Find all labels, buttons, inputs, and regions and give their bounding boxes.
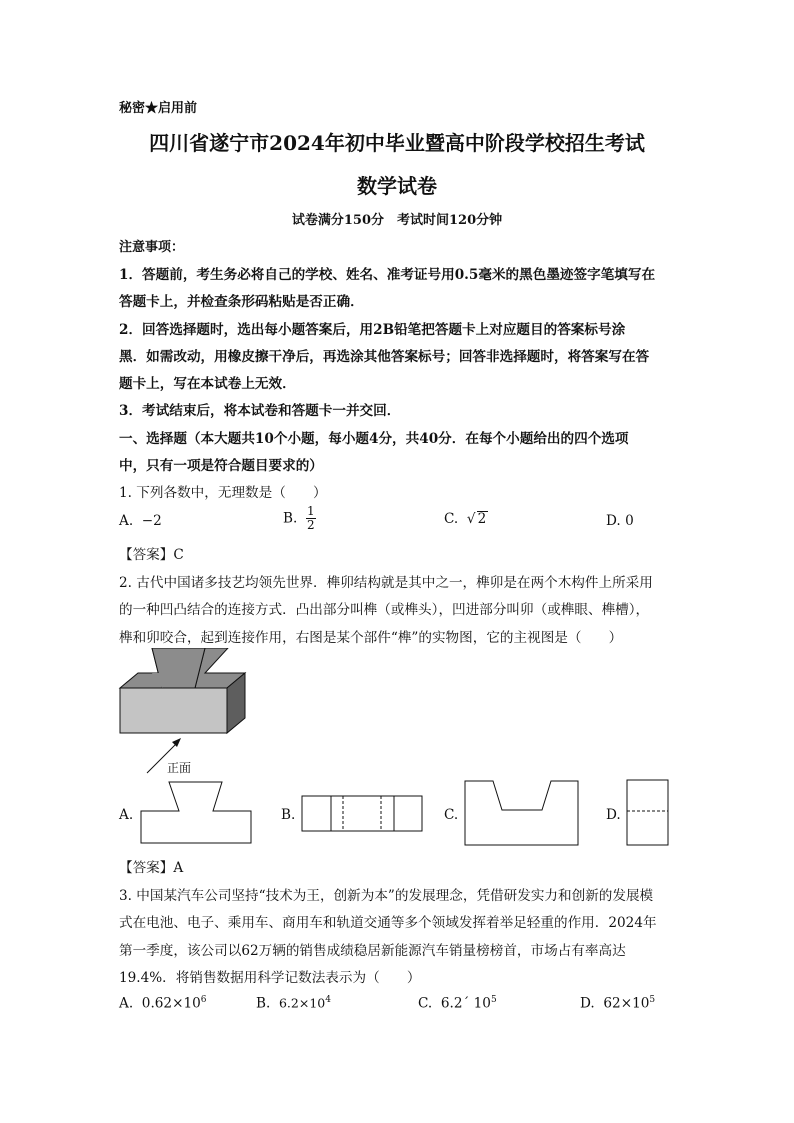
q2-line-2: 的一种凹凸结合的连接方式．凸出部分叫榫（或榫头），凹进部分叫卯（或榫眼、榫槽）， [119, 602, 650, 618]
q2-option-d-figure[interactable] [626, 779, 670, 847]
q2-option-a-label[interactable]: A. [119, 807, 134, 823]
notice-heading: 注意事项： [119, 240, 185, 255]
section-heading-line-1: 一、选择题（本大题共10个小题，每小题4分，共40分．在每个小题给出的四个选项 [119, 431, 629, 447]
q2-option-a-figure[interactable] [139, 781, 253, 845]
front-label: 正面 [167, 761, 192, 775]
q1-option-a[interactable] [119, 513, 162, 529]
q3-line-4: 19.4%．将销售数据用科学记数法表示为（ ） [119, 970, 421, 986]
q3-option-b-base: 6.2×10 [278, 995, 326, 1011]
q1-option-d-value: 0 [625, 513, 634, 529]
page-title: 四川省遂宁市2024年初中毕业暨高中阶段学校招生考试 [149, 131, 645, 155]
notice-item-2-line-3: 题卡上，写在本试卷上无效． [119, 376, 296, 392]
q2-option-b-label[interactable]: B. [281, 807, 296, 823]
q1-answer: 【答案】C [119, 547, 184, 563]
q3-option-b[interactable] [256, 995, 331, 1012]
q3-option-c[interactable] [418, 995, 497, 1012]
q3-option-d[interactable] [580, 995, 655, 1012]
q1-option-b-fraction: $\frac{1}{2}$ [306, 504, 315, 532]
q1-option-a-label: A. [119, 513, 134, 529]
q2-answer: 【答案】A [119, 860, 184, 876]
q3-option-a[interactable] [119, 995, 207, 1012]
q1-option-c[interactable] [444, 511, 488, 527]
q3-option-a-exp: 6 [200, 995, 207, 1005]
q2-line-3: 榫和卯咬合，起到连接作用，右图是某个部件“榫”的实物图，它的主视图是（ ） [119, 630, 623, 646]
notice-item-2-line-2: 黑．如需改动，用橡皮擦干净后，再选涂其他答案标号；回答非选择题时，将答案写在答 [119, 349, 650, 365]
exam-info: 试卷满分150分 考试时间120分钟 [291, 213, 503, 228]
q3-option-c-label: C. [418, 995, 433, 1012]
q3-option-d-base: 62×10 [603, 995, 650, 1012]
q1-option-d-label: D. [606, 513, 621, 529]
q2-line-1: 2. 古代中国诸多技艺均领先世界．榫卯结构就是其中之一，榫卯是在两个木构件上所采用 [119, 575, 653, 591]
notice-item-1-line-1: 1．答题前，考生务必将自己的学校、姓名、准考证号用0.5毫米的黑色墨迹签字笔填写在 [119, 267, 656, 283]
notice-item-2-line-1: 2．回答选择题时，选出每小题答案后，用2B铅笔把答题卡上对应题目的答案标号涂 [119, 322, 626, 338]
q1-option-b-label: B. [283, 510, 298, 527]
q3-line-2: 式在电池、电子、乘用车、商用车和轨道交通等多个领域发挥着举足轻重的作用．2024年 [119, 915, 657, 931]
page-subtitle: 数学试卷 [357, 174, 437, 198]
arrow-head-icon [172, 738, 181, 747]
q1-option-c-label: C. [444, 511, 459, 527]
q3-option-c-exp: 5 [490, 995, 497, 1005]
q1-option-d[interactable] [606, 513, 634, 529]
q2-option-d-label[interactable]: D. [606, 807, 621, 823]
q1-option-b[interactable] [283, 505, 316, 532]
q2-option-c-label[interactable]: C. [444, 807, 459, 823]
notice-item-3: 3．考试结束后，将本试卷和答题卡一并交回． [119, 403, 401, 419]
section-heading-line-2: 中，只有一项是符合题目要求的） [119, 458, 323, 474]
q1-option-c-value: 2 [477, 511, 487, 527]
q2-option-b-figure[interactable] [301, 795, 425, 833]
q3-line-3: 第一季度，该公司以62万辆的销售成绩稳居新能源汽车销量榜榜首，市场占有率高达 [119, 943, 626, 959]
q2-option-c-figure[interactable] [463, 779, 581, 847]
q3-option-c-base: 6.2´ 10 [440, 995, 491, 1012]
q1-stem: 1. 下列各数中，无理数是（ ） [119, 485, 327, 501]
q3-option-a-base: 0.62×10 [141, 995, 201, 1012]
q3-option-b-label: B. [256, 995, 271, 1012]
q3-option-d-label: D. [580, 995, 595, 1012]
q3-option-a-label: A. [119, 995, 134, 1012]
q3-option-b-exp: 4 [325, 995, 331, 1005]
secret-label: 秘密★启用前 [119, 101, 198, 116]
q3-line-1: 3. 中国某汽车公司坚持“技术为王，创新为本”的发展理念，凭借研发实力和创新的发展模 [119, 888, 654, 904]
notice-item-1-line-2: 答题卡上，并检查条形码粘贴是否正确． [119, 294, 364, 310]
q3-option-d-exp: 5 [649, 995, 656, 1005]
sqrt-icon: √ [466, 511, 476, 527]
q1-option-a-value: −2 [141, 513, 162, 529]
